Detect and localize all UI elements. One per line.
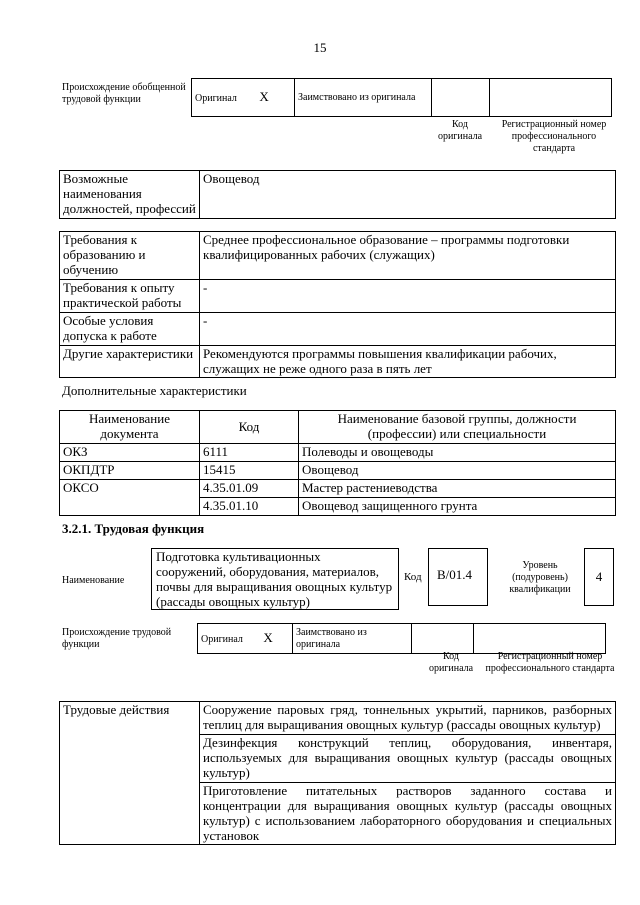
additional-title: Дополнительные характеристики — [62, 383, 247, 398]
function-level-value: 4 — [584, 548, 614, 606]
requirement-value: Рекомендуются программы повышения квалификации рабочих, служащих не реже одного раза в пять лет — [200, 345, 616, 378]
requirement-label: Требования к опыту практической работы — [60, 279, 200, 312]
additional-name: Овощевод защищенного грунта — [299, 497, 616, 515]
requirement-label: Особые условия допуска к работе — [60, 312, 200, 345]
function-code-label: Код — [404, 571, 422, 583]
requirement-value: - — [200, 312, 616, 345]
additional-code: 15415 — [200, 461, 299, 479]
additional-table — [59, 410, 616, 516]
origin-reg-caption: Регистрационный номер профессионального стандарта — [501, 119, 607, 154]
additional-code: 4.35.01.09 — [200, 479, 299, 497]
section-title: 3.2.1. Трудовая функция — [62, 521, 205, 536]
origin-original — [192, 79, 295, 117]
additional-code: 6111 — [200, 444, 299, 462]
origin-code-caption: Код оригинала — [437, 119, 483, 142]
origin2-original-label: Оригинал — [201, 634, 243, 646]
origin-original-label: Оригинал — [195, 93, 237, 105]
origin2-mark: X — [263, 630, 273, 646]
function-name-value: Подготовка культивационных сооружений, оборудования, материалов, почвы для выращивания овощных культур (рассады овощных культур) — [151, 548, 399, 610]
additional-name: Полеводы и овощеводы — [299, 444, 616, 462]
origin-label: Происхождение обобщенной трудовой функции — [62, 82, 186, 105]
origin-table — [191, 78, 612, 117]
origin-mark: X — [259, 89, 269, 105]
function-level-label: Уровень (подуровень) квалификации — [509, 560, 571, 595]
origin2-label: Происхождение трудовой функции — [62, 627, 172, 650]
additional-header-name: Наименование базовой группы, должности (профессии) или специальности — [299, 411, 616, 444]
origin-reg-cell — [490, 79, 612, 117]
positions-label: Возможные наименования должностей, профессий — [60, 171, 200, 219]
requirements-table — [59, 231, 616, 378]
requirement-label: Другие характеристики — [60, 345, 200, 378]
table-row — [60, 479, 616, 497]
positions-value: Овощевод — [200, 171, 616, 219]
requirement-value: Среднее профессиональное образование – программы подготовки квалифицированных рабочих (служащих) — [200, 232, 616, 280]
positions-table — [59, 170, 616, 219]
table-row — [60, 461, 616, 479]
additional-header-code: Код — [200, 411, 299, 444]
function-code-value: В/01.4 — [428, 548, 488, 606]
action-item: Дезинфекция конструкций теплиц, оборудования, инвентаря, используемых для выращивания овощных культур (рассады овощных культур) — [200, 734, 616, 782]
additional-doc: ОКЗ — [60, 444, 200, 462]
origin2-reg-caption: Регистрационный номер профессионального стандарта — [485, 651, 615, 674]
origin-borrowed: Заимствовано из оригинала — [295, 79, 432, 117]
origin2-borrowed: Заимствовано из оригинала — [293, 624, 412, 654]
actions-table — [59, 701, 616, 845]
origin2-code-cell — [412, 624, 474, 654]
additional-header-doc: Наименование документа — [60, 411, 200, 444]
origin2-original — [198, 624, 293, 654]
page-number: 15 — [313, 40, 327, 55]
origin-code-cell — [432, 79, 490, 117]
additional-name: Мастер растениеводства — [299, 479, 616, 497]
table-row — [60, 444, 616, 462]
additional-doc: ОКСО — [60, 479, 200, 515]
additional-doc: ОКПДТР — [60, 461, 200, 479]
actions-label: Трудовые действия — [60, 702, 200, 845]
additional-name: Овощевод — [299, 461, 616, 479]
function-name-label: Наименование — [62, 575, 125, 586]
requirement-label: Требования к образованию и обучению — [60, 232, 200, 280]
origin2-reg-cell — [474, 624, 606, 654]
origin2-code-caption: Код оригинала — [428, 651, 474, 674]
action-item: Сооружение паровых гряд, тоннельных укрытий, парников, разборных теплиц для выращивания овощных культур (рассады овощных культур) — [200, 702, 616, 735]
additional-code: 4.35.01.10 — [200, 497, 299, 515]
action-item: Приготовление питательных растворов заданного состава и концентрации для выращивания овощных культур (рассады овощных культур) с использованием лабораторного оборудования и специальных установок — [200, 782, 616, 845]
origin2-table — [197, 623, 606, 654]
requirement-value: - — [200, 279, 616, 312]
